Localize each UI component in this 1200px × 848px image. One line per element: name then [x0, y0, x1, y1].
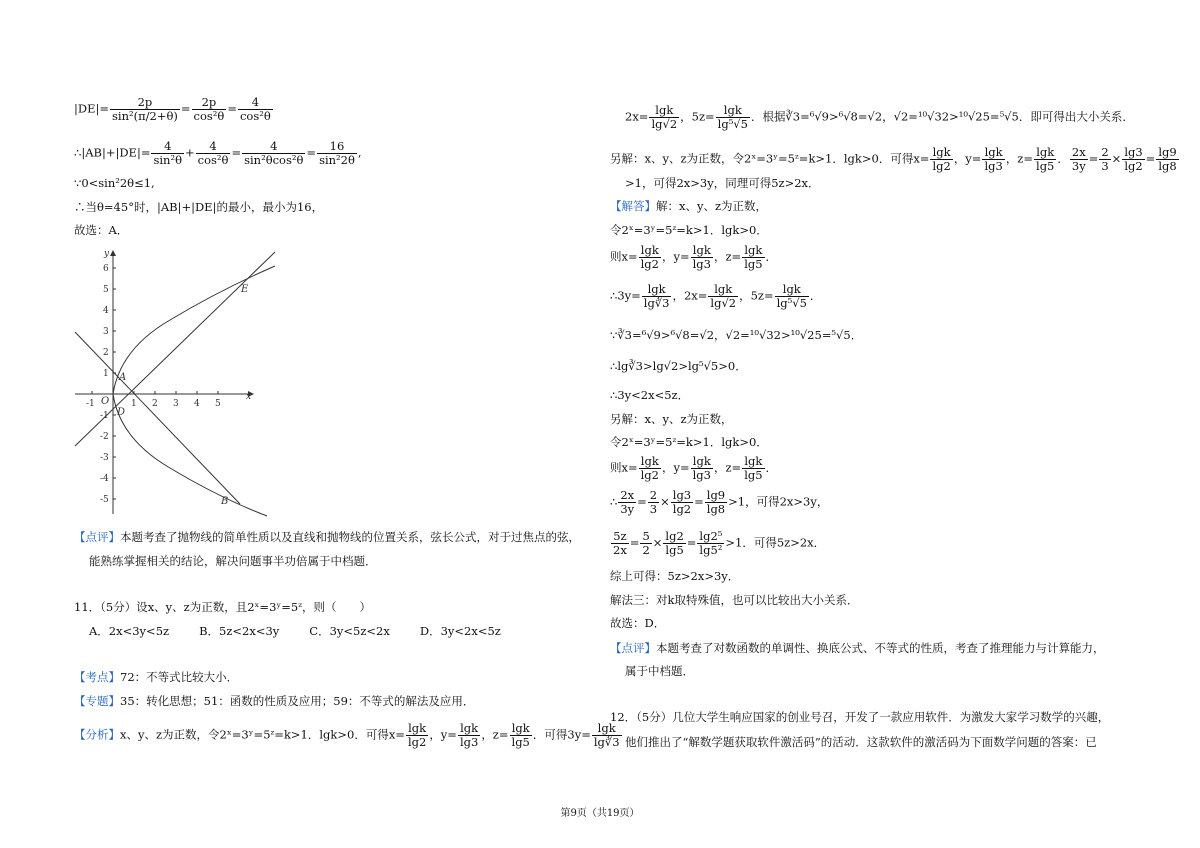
comment-line1: 【点评】本题考查了抛物线的简单性质以及直线和抛物线的位置关系，弦长公式，对于过焦点的弦， [74, 530, 580, 544]
point-a: A [119, 372, 127, 383]
y-tick: -2 [100, 432, 109, 442]
y-tick-labels [100, 264, 109, 505]
comment-tag: 【点评】 [74, 530, 120, 544]
sum-equation: ∴|AB|+|DE|= $\frac{4}{\text{sin²θ}}$ + $\frac{4}{\text{cos²θ}}$ = $\frac{4}{\text{sin²θcos²θ}}$ = $\frac{16}{\text{sin²2θ}}$ , [74, 139, 362, 167]
r17: 解法三：对k取特殊值，也可以比较出大小关系． [610, 593, 859, 607]
r10: ∴3y<2x<5z． [610, 388, 690, 402]
x-tick: 1 [131, 399, 137, 409]
q12-line1: 12．（5分）几位大学生响应国家的创业号召，开发了一款应用软件．为激发大家学习数学的兴趣， [610, 710, 1110, 724]
x-tick: 2 [152, 399, 158, 409]
r6: 则x= $\frac{\lg k}{\lg 2}$ ，y= $\frac{\lg k}{\lg 3}$ ，z= $\frac{\lg k}{\lg 5}$ ． [610, 243, 778, 271]
parabola-graph [70, 244, 290, 520]
q11-option-c: C．3y<5z<2x [309, 624, 390, 638]
x-tick: 3 [173, 399, 179, 409]
r2: 另解：x、y、z为正数，令2ˣ=3ʸ=5ᶻ=k>1．lgk>0．可得x= $\frac{\lg k}{\lg 2}$ ，y= $\frac{\lg k}{\lg 3}$ ，z= $\frac{\lg k}{\lg 5}$ ． $\frac{2x}{3y}$ = $\frac{2}{3}$ × $\frac{\lg 3}{\lg 2}$ = $\frac{\lg 9}{\lg 8}$ [610, 145, 1177, 173]
y-tick: 3 [103, 327, 109, 337]
comment-line2: 能熟练掌握相关的结论，解决问题事半功倍属于中档题． [89, 554, 377, 568]
x-tick-labels [86, 249, 251, 409]
zhuanti-line: 【专题】35：转化思想；51：函数的性质及应用；59：不等式的解法及应用． [74, 694, 475, 708]
x-tick: -1 [86, 399, 95, 409]
y-tick: 6 [103, 264, 109, 274]
y-tick: 1 [103, 369, 109, 379]
point-o: O [101, 396, 110, 407]
de-equation: |DE|= $\frac{2p}{\text{sin²(π/2+θ)}}$ = $\frac{2p}{\text{cos²θ}}$ = $\frac{4}{\text{cos²θ}}$ [74, 95, 271, 123]
x-tick: 5 [215, 399, 221, 409]
x-axis-label: x [246, 392, 252, 402]
dianping-line2: 属于中档题． [625, 664, 694, 678]
point-e: E [241, 284, 249, 295]
q11-options [89, 623, 531, 639]
y-tick: 5 [103, 285, 109, 295]
r11: 另解：x、y、z为正数， [610, 412, 733, 426]
r3: >1，可得2x>3y，同理可得5z>2x． [625, 176, 820, 190]
page-footer: 第9页（共19页） [560, 808, 640, 819]
y-tick: -3 [100, 453, 109, 463]
y-tick: -1 [100, 411, 109, 421]
when-line: ∴当θ=45°时，|AB|+|DE|的最小，最小为16， [74, 200, 324, 214]
y-axis-label: y [104, 249, 110, 259]
r9: ∴lg∛3>lg√2>lg⁵√5>0． [610, 359, 747, 373]
r18: 故选：D． [610, 616, 666, 630]
y-tick: 4 [103, 306, 109, 316]
r14: ∴ $\frac{2x}{3y}$ = $\frac{2}{3}$ × $\frac{\lg 3}{\lg 2}$ = $\frac{\lg 9}{\lg 8}$ >1，可得2x>3y， [610, 488, 829, 516]
choose-line-a: 故选：A． [74, 223, 129, 237]
q11-stem: 11．（5分）设x、y、z为正数，且2ˣ=3ʸ=5ᶻ，则（ ） [74, 600, 372, 614]
r16: 综上可得：5z>2x>3y． [610, 569, 740, 583]
q11-option-d: D．3y<2x<5z [419, 624, 501, 638]
y-tick: -4 [100, 474, 109, 484]
q12-line2: 他们推出了“解数学题获取软件激活码”的活动．这款软件的激活码为下面数学问题的答案：已 [625, 735, 1097, 749]
jieda-line: 【解答】解：x、y、z为正数， [610, 199, 768, 213]
r5: 令2ˣ=3ʸ=5ᶻ=k>1．lgk>0． [610, 223, 768, 237]
point-b: B [221, 496, 229, 507]
dianping-line1: 【点评】本题考查了对数函数的单调性、换底公式、不等式的性质，考查了推理能力与计算能力， [610, 641, 1105, 655]
r7: ∴3y= $\frac{\lg k}{\lg∛3}$ ，2x= $\frac{\lg k}{\lg√2}$ ，5z= $\frac{\lg k}{\text{lg⁵√5}}$ ． [610, 282, 822, 310]
because-line: ∵0<sin²2θ≤1, [74, 176, 155, 190]
fenxi-line: 【分析】x、y、z为正数，令2ˣ=3ʸ=5ᶻ=k>1．lgk>0．可得x= $\frac{\lg k}{\lg 2}$ ，y= $\frac{\lg k}{\lg 3}$ ，z= $\frac{\lg k}{\lg 5}$ ．可得3y= $\frac{\lg k}{\lg∛3}$ [74, 721, 620, 749]
r15: $\frac{5z}{2x}$ = $\frac{5}{2}$ × $\frac{\lg 2}{\lg 5}$ = $\frac{\text{lg2⁵}}{\text{lg5²}}$ >1．可得5z>2x． [613, 529, 826, 557]
q11-option-a: A．2x<3y<5z [89, 624, 170, 638]
y-tick: 2 [103, 348, 109, 358]
r8: ∵∛3=⁶√9>⁶√8=√2，√2=¹⁰√32>¹⁰√25=⁵√5． [610, 328, 863, 342]
r12: 令2ˣ=3ʸ=5ᶻ=k>1．lgk>0． [610, 435, 768, 449]
y-tick: -5 [100, 495, 109, 505]
r1: 2x= $\frac{\lg k}{\lg√2}$ ，5z= $\frac{\lg k}{\text{lg⁵√5}}$ ．根据∛3=⁶√9>⁶√8=√2，√2=¹⁰√32>¹⁰√25=⁵√5．即可得出大小关系． [625, 103, 1134, 131]
x-tick: 4 [194, 399, 200, 409]
r13: 则x= $\frac{\lg k}{\lg 2}$ ，y= $\frac{\lg k}{\lg 3}$ ，z= $\frac{\lg k}{\lg 5}$ ． [610, 454, 778, 482]
q11-option-b: B．5z<2x<3y [199, 624, 280, 638]
point-d: D [117, 407, 126, 418]
kaodian-line: 【考点】72：不等式比较大小． [74, 670, 239, 684]
